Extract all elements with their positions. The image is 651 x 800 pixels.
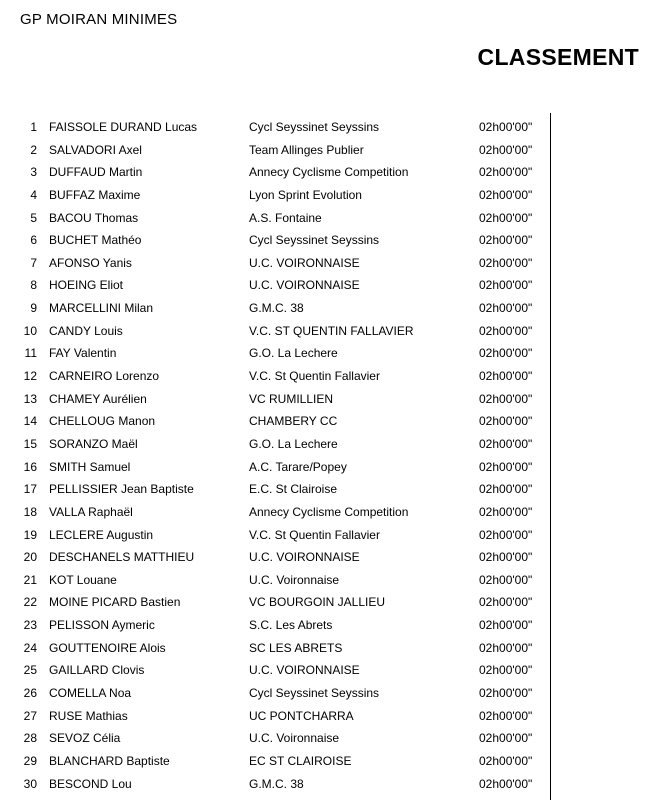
event-title: GP MOIRAN MINIMES	[20, 11, 178, 28]
results-list	[0, 116, 651, 795]
page-title: CLASSEMENT	[477, 44, 639, 70]
rider-name: COMELLA Noa	[49, 686, 132, 701]
finish-time: 02h00'00"	[479, 731, 533, 746]
rider-name: HOEING Eliot	[49, 278, 124, 293]
team-name: G.M.C. 38	[249, 776, 304, 791]
team-name: Cycl Seyssinet Seyssins	[249, 686, 380, 701]
result-row	[0, 637, 651, 660]
rider-name: CHELLOUG Manon	[49, 414, 156, 429]
result-row	[0, 591, 651, 614]
result-row	[0, 614, 651, 637]
rank: 8	[30, 278, 37, 293]
finish-time: 02h00'00"	[479, 369, 533, 384]
team-name: E.C. St Clairoise	[249, 482, 338, 497]
finish-time: 02h00'00"	[479, 278, 533, 293]
rider-name: RUSE Mathias	[49, 708, 128, 723]
rank: 1	[30, 120, 37, 134]
team-name: A.C. Tarare/Popey	[249, 459, 347, 474]
rank: 9	[30, 301, 37, 316]
rank: 10	[23, 323, 37, 338]
finish-time: 02h00'00"	[479, 414, 533, 429]
team-name: SC LES ABRETS	[249, 640, 343, 655]
team-name: V.C. St Quentin Fallavier	[249, 369, 380, 384]
rank: 20	[23, 550, 37, 565]
result-row	[0, 569, 651, 592]
rider-name: CHAMEY Aurélien	[49, 391, 147, 406]
team-name: U.C. VOIRONNAISE	[249, 278, 360, 293]
rank: 16	[23, 459, 37, 474]
rider-name: MARCELLINI Milan	[49, 301, 154, 316]
result-row	[0, 207, 651, 230]
result-row	[0, 750, 651, 773]
rank: 6	[30, 233, 37, 248]
result-row	[0, 456, 651, 479]
rank: 14	[23, 414, 37, 429]
rider-name: GOUTTENOIRE Alois	[49, 640, 166, 655]
result-row	[0, 705, 651, 728]
rank: 30	[23, 776, 37, 791]
result-row	[0, 229, 651, 252]
rank: 18	[23, 504, 37, 519]
rank: 3	[30, 165, 37, 180]
finish-time: 02h00'00"	[479, 233, 533, 248]
rider-name: SMITH Samuel	[49, 459, 131, 474]
team-name: V.C. St Quentin Fallavier	[249, 527, 380, 542]
result-row	[0, 524, 651, 547]
rider-name: LECLERE Augustin	[49, 527, 154, 542]
rider-name: SORANZO Maël	[49, 436, 138, 451]
rider-name: CARNEIRO Lorenzo	[49, 369, 160, 384]
team-name: CHAMBERY CC	[249, 414, 338, 429]
team-name: UC PONTCHARRA	[249, 708, 354, 723]
finish-time: 02h00'00"	[479, 504, 533, 519]
rank: 22	[23, 595, 37, 610]
result-row	[0, 320, 651, 343]
rider-name: SEVOZ Célia	[49, 731, 121, 746]
finish-time: 02h00'00"	[479, 708, 533, 723]
rank: 17	[23, 482, 37, 497]
finish-time: 02h00'00"	[479, 210, 533, 225]
rider-name: FAISSOLE DURAND Lucas	[49, 120, 198, 134]
rider-name: BUCHET Mathéo	[49, 233, 142, 248]
rank: 4	[30, 187, 37, 202]
rank: 24	[23, 640, 37, 655]
rider-name: PELISSON Aymeric	[49, 618, 155, 633]
team-name: Annecy Cyclisme Competition	[249, 165, 409, 180]
team-name: Cycl Seyssinet Seyssins	[249, 233, 380, 248]
rider-name: KOT Louane	[49, 572, 117, 587]
finish-time: 02h00'00"	[479, 527, 533, 542]
rider-name: AFONSO Yanis	[49, 255, 132, 270]
rank: 21	[23, 572, 37, 587]
rank: 19	[23, 527, 37, 542]
finish-time: 02h00'00"	[479, 776, 533, 791]
finish-time: 02h00'00"	[479, 391, 533, 406]
team-name: A.S. Fontaine	[249, 210, 322, 225]
finish-time: 02h00'00"	[479, 187, 533, 202]
rider-name: GAILLARD Clovis	[49, 663, 145, 678]
team-name: U.C. VOIRONNAISE	[249, 255, 360, 270]
rank: 28	[23, 731, 37, 746]
rank: 12	[23, 369, 37, 384]
result-row	[0, 388, 651, 411]
rank: 15	[23, 436, 37, 451]
result-row	[0, 274, 651, 297]
rank: 5	[30, 210, 37, 225]
finish-time: 02h00'00"	[479, 301, 533, 316]
rank: 25	[23, 663, 37, 678]
rider-name: MOINE PICARD Bastien	[49, 595, 181, 610]
rank: 27	[23, 708, 37, 723]
rank: 29	[23, 753, 37, 768]
rider-name: FAY Valentin	[49, 346, 117, 361]
result-row	[0, 546, 651, 569]
finish-time: 02h00'00"	[479, 255, 533, 270]
finish-time: 02h00'00"	[479, 640, 533, 655]
team-name: U.C. VOIRONNAISE	[249, 663, 360, 678]
rider-name: DESCHANELS MATTHIEU	[49, 550, 195, 565]
result-row	[0, 727, 651, 750]
team-name: Lyon Sprint Evolution	[249, 187, 362, 202]
result-row	[0, 139, 651, 162]
finish-time: 02h00'00"	[479, 595, 533, 610]
rider-name: BACOU Thomas	[49, 210, 139, 225]
finish-time: 02h00'00"	[479, 550, 533, 565]
rider-name: BLANCHARD Baptiste	[49, 753, 170, 768]
team-name: VC BOURGOIN JALLIEU	[249, 595, 386, 610]
finish-time: 02h00'00"	[479, 142, 533, 157]
rank: 26	[23, 686, 37, 701]
rank: 13	[23, 391, 37, 406]
finish-time: 02h00'00"	[479, 436, 533, 451]
team-name: VC RUMILLIEN	[249, 391, 334, 406]
team-name: Cycl Seyssinet Seyssins	[249, 120, 380, 134]
finish-time: 02h00'00"	[479, 346, 533, 361]
finish-time: 02h00'00"	[479, 120, 533, 134]
rider-name: PELLISSIER Jean Baptiste	[49, 482, 194, 497]
rank: 11	[24, 346, 37, 361]
team-name: G.O. La Lechere	[249, 436, 338, 451]
result-row	[0, 478, 651, 501]
rank: 7	[30, 255, 37, 270]
result-row	[0, 297, 651, 320]
rider-name: SALVADORI Axel	[49, 142, 142, 157]
result-row	[0, 410, 651, 433]
result-row	[0, 773, 651, 796]
rider-name: DUFFAUD Martin	[49, 165, 143, 180]
rider-name: BUFFAZ Maxime	[49, 187, 141, 202]
team-name: Annecy Cyclisme Competition	[249, 504, 409, 519]
finish-time: 02h00'00"	[479, 753, 533, 768]
finish-time: 02h00'00"	[479, 663, 533, 678]
team-name: G.M.C. 38	[249, 301, 304, 316]
result-row	[0, 161, 651, 184]
result-row	[0, 365, 651, 388]
result-row	[0, 433, 651, 456]
team-name: EC ST CLAIROISE	[249, 753, 352, 768]
result-row	[0, 184, 651, 207]
result-row	[0, 682, 651, 705]
team-name: U.C. Voironnaise	[249, 572, 340, 587]
team-name: S.C. Les Abrets	[249, 618, 333, 633]
finish-time: 02h00'00"	[479, 459, 533, 474]
rider-name: VALLA Raphaël	[49, 504, 133, 519]
finish-time: 02h00'00"	[479, 482, 533, 497]
finish-time: 02h00'00"	[479, 323, 533, 338]
finish-time: 02h00'00"	[479, 572, 533, 587]
rank: 2	[30, 142, 37, 157]
result-row	[0, 116, 651, 139]
rider-name: CANDY Louis	[49, 323, 123, 338]
team-name: V.C. ST QUENTIN FALLAVIER	[249, 323, 414, 338]
finish-time: 02h00'00"	[479, 686, 533, 701]
rank: 23	[23, 618, 37, 633]
rider-name: BESCOND Lou	[49, 776, 132, 791]
result-row	[0, 342, 651, 365]
finish-time: 02h00'00"	[479, 165, 533, 180]
team-name: U.C. Voironnaise	[249, 731, 340, 746]
team-name: U.C. VOIRONNAISE	[249, 550, 360, 565]
team-name: G.O. La Lechere	[249, 346, 338, 361]
finish-time: 02h00'00"	[479, 618, 533, 633]
team-name: Team Allinges Publier	[249, 142, 364, 157]
result-row	[0, 501, 651, 524]
result-row	[0, 659, 651, 682]
result-row	[0, 252, 651, 275]
